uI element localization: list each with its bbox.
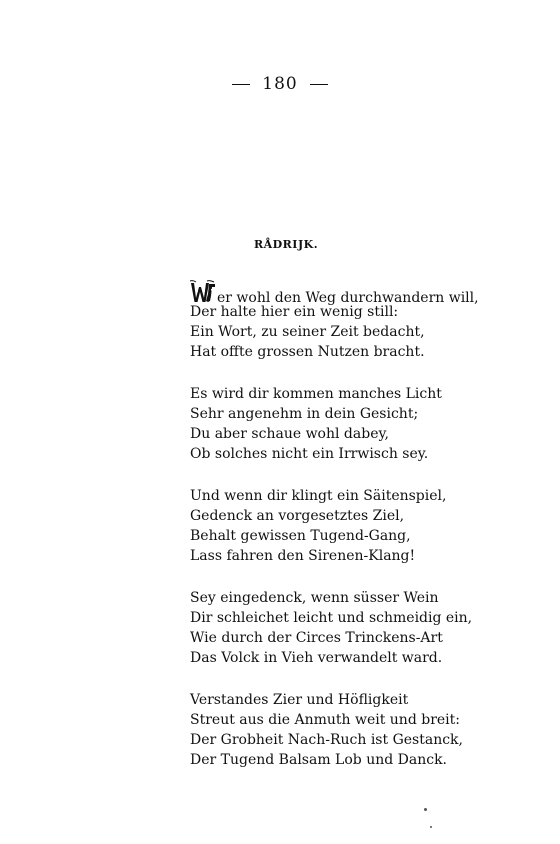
poem-line-4-2: Dir schleichet leicht und schmeidig ein, xyxy=(190,610,473,626)
page-number-value: 180 xyxy=(262,74,298,94)
poem-line-1-2: Der halte hier ein wenig still: xyxy=(190,304,399,320)
poem-line-2-2: Sehr angenehm in dein Gesicht; xyxy=(190,406,419,422)
left-dash xyxy=(232,84,250,85)
page-number xyxy=(0,74,560,94)
right-dash xyxy=(310,84,328,85)
poem-line-5-2: Streut aus die Anmuth weit und breit: xyxy=(190,712,460,728)
poem-line-1-1-text: er wohl den Weg durchwandern will, xyxy=(217,290,479,306)
drop-cap-w-ornament xyxy=(190,280,216,304)
poem-line-5-1: Verstandes Zier und Höfligkeit xyxy=(190,692,409,708)
poem-title: RÅDRIJK. xyxy=(253,238,319,251)
poem-line-2-1: Es wird dir kommen manches Licht xyxy=(190,386,442,402)
poem-line-3-4: Lass fahren den Sirenen-Klang! xyxy=(190,548,416,564)
stanza-2 xyxy=(190,384,520,464)
poem-line-4-1: Sey eingedenck, wenn süsser Wein xyxy=(190,590,439,606)
poem-line-1-4: Hat offte grossen Nutzen bracht. xyxy=(190,344,425,360)
poem-line-5-4: Der Tugend Balsam Lob und Danck. xyxy=(190,752,447,768)
poem-line-1-3: Ein Wort, zu seiner Zeit bedacht, xyxy=(190,324,425,340)
poem-line-3-1: Und wenn dir klingt ein Säitenspiel, xyxy=(190,488,447,504)
stanza-5 xyxy=(190,690,520,770)
poem-line-2-3: Du aber schaue wohl dabey, xyxy=(190,426,389,442)
poem-line-3-3: Behalt gewissen Tugend-Gang, xyxy=(190,528,411,544)
poem-line-2-4: Ob solches nicht ein Irrwisch sey. xyxy=(190,446,429,462)
stanza-4 xyxy=(190,588,520,668)
stanza-1 xyxy=(190,282,520,362)
stanza-3 xyxy=(190,486,520,566)
poem-body xyxy=(190,282,520,792)
poem-line-3-2: Gedenck an vorgesetztes Ziel, xyxy=(190,508,405,524)
print-speck xyxy=(424,808,427,811)
poem-line-5-3: Der Grobheit Nach-Ruch ist Gestanck, xyxy=(190,732,463,748)
poem-line-4-3: Wie durch der Circes Trinckens-Art xyxy=(190,630,443,646)
print-speck xyxy=(430,826,432,828)
poem-line-1-1 xyxy=(190,282,520,306)
poem-line-4-4: Das Volck in Vieh verwandelt ward. xyxy=(190,650,443,666)
